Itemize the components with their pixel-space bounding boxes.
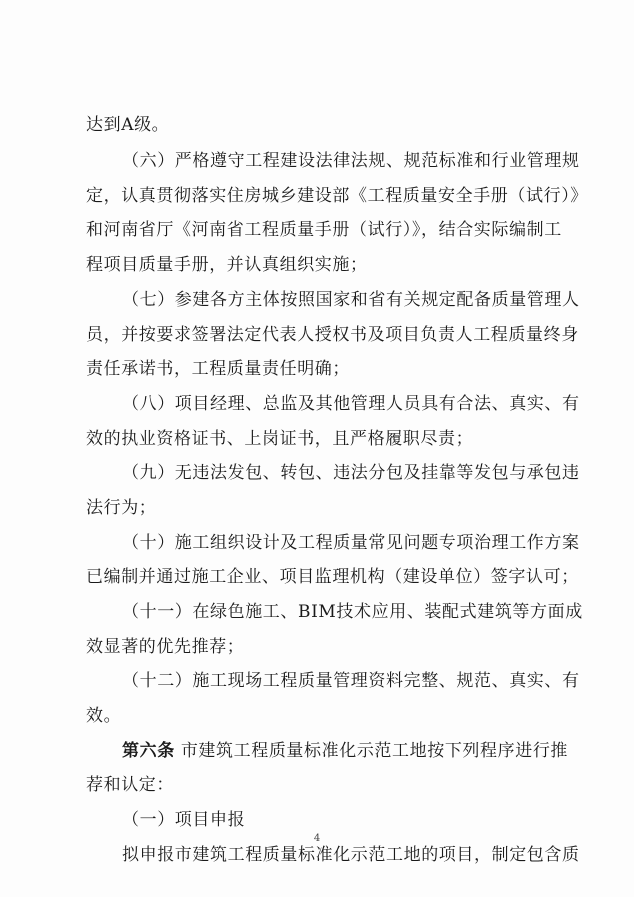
text-line: （十）施工组织设计及工程质量常见问题专项治理工作方案 <box>122 533 580 553</box>
text-line: 程项目质量手册，并认真组织实施； <box>86 255 368 275</box>
article-heading-line <box>122 740 568 762</box>
text-line: （十一）在绿色施工、BIM技术应用、装配式建筑等方面成 <box>122 602 583 622</box>
text-line: 荐和认定： <box>86 775 174 795</box>
text-line: 法行为； <box>86 498 157 518</box>
text-line: 达到A级。 <box>86 115 170 135</box>
text-line: （六）严格遵守工程建设法律法规、规范标准和行业管理规 <box>122 151 580 171</box>
page-number: 4 <box>313 833 321 844</box>
article-text: 市建筑工程质量标准化示范工地按下列程序进行推 <box>180 741 569 761</box>
text-line: 效显著的优先推荐； <box>86 637 245 657</box>
text-line: 责任承诺书，工程质量责任明确； <box>86 359 350 379</box>
text-line: 员，并按要求签署法定代表人授权书及项目负责人工程质量终身 <box>86 325 579 345</box>
text-line: 和河南省厅《河南省工程质量手册（试行）》，结合实际编制工 <box>86 220 562 240</box>
text-line: 拟申报市建筑工程质量标准化示范工地的项目，制定包含质 <box>122 845 580 865</box>
article-label: 第六条 <box>122 741 175 761</box>
text-line: 已编制并通过施工企业、项目监理机构（建设单位）签字认可； <box>86 567 579 587</box>
text-line: 定，认真贯彻落实住房城乡建设部《工程质量安全手册（试行）》 <box>86 186 588 206</box>
text-line: （十二）施工现场工程质量管理资料完整、规范、真实、有 <box>122 671 580 691</box>
text-line: （七）参建各方主体按照国家和省有关规定配备质量管理人 <box>122 290 580 310</box>
text-line: 效。 <box>86 706 122 726</box>
sub-heading: （一）项目申报 <box>122 810 246 830</box>
text-line: （九）无违法发包、转包、违法分包及挂靠等发包与承包违 <box>122 463 580 483</box>
text-line: 效的执业资格证书、上岗证书，且严格履职尽责； <box>86 429 474 449</box>
text-line: （八）项目经理、总监及其他管理人员具有合法、真实、有 <box>122 394 580 414</box>
